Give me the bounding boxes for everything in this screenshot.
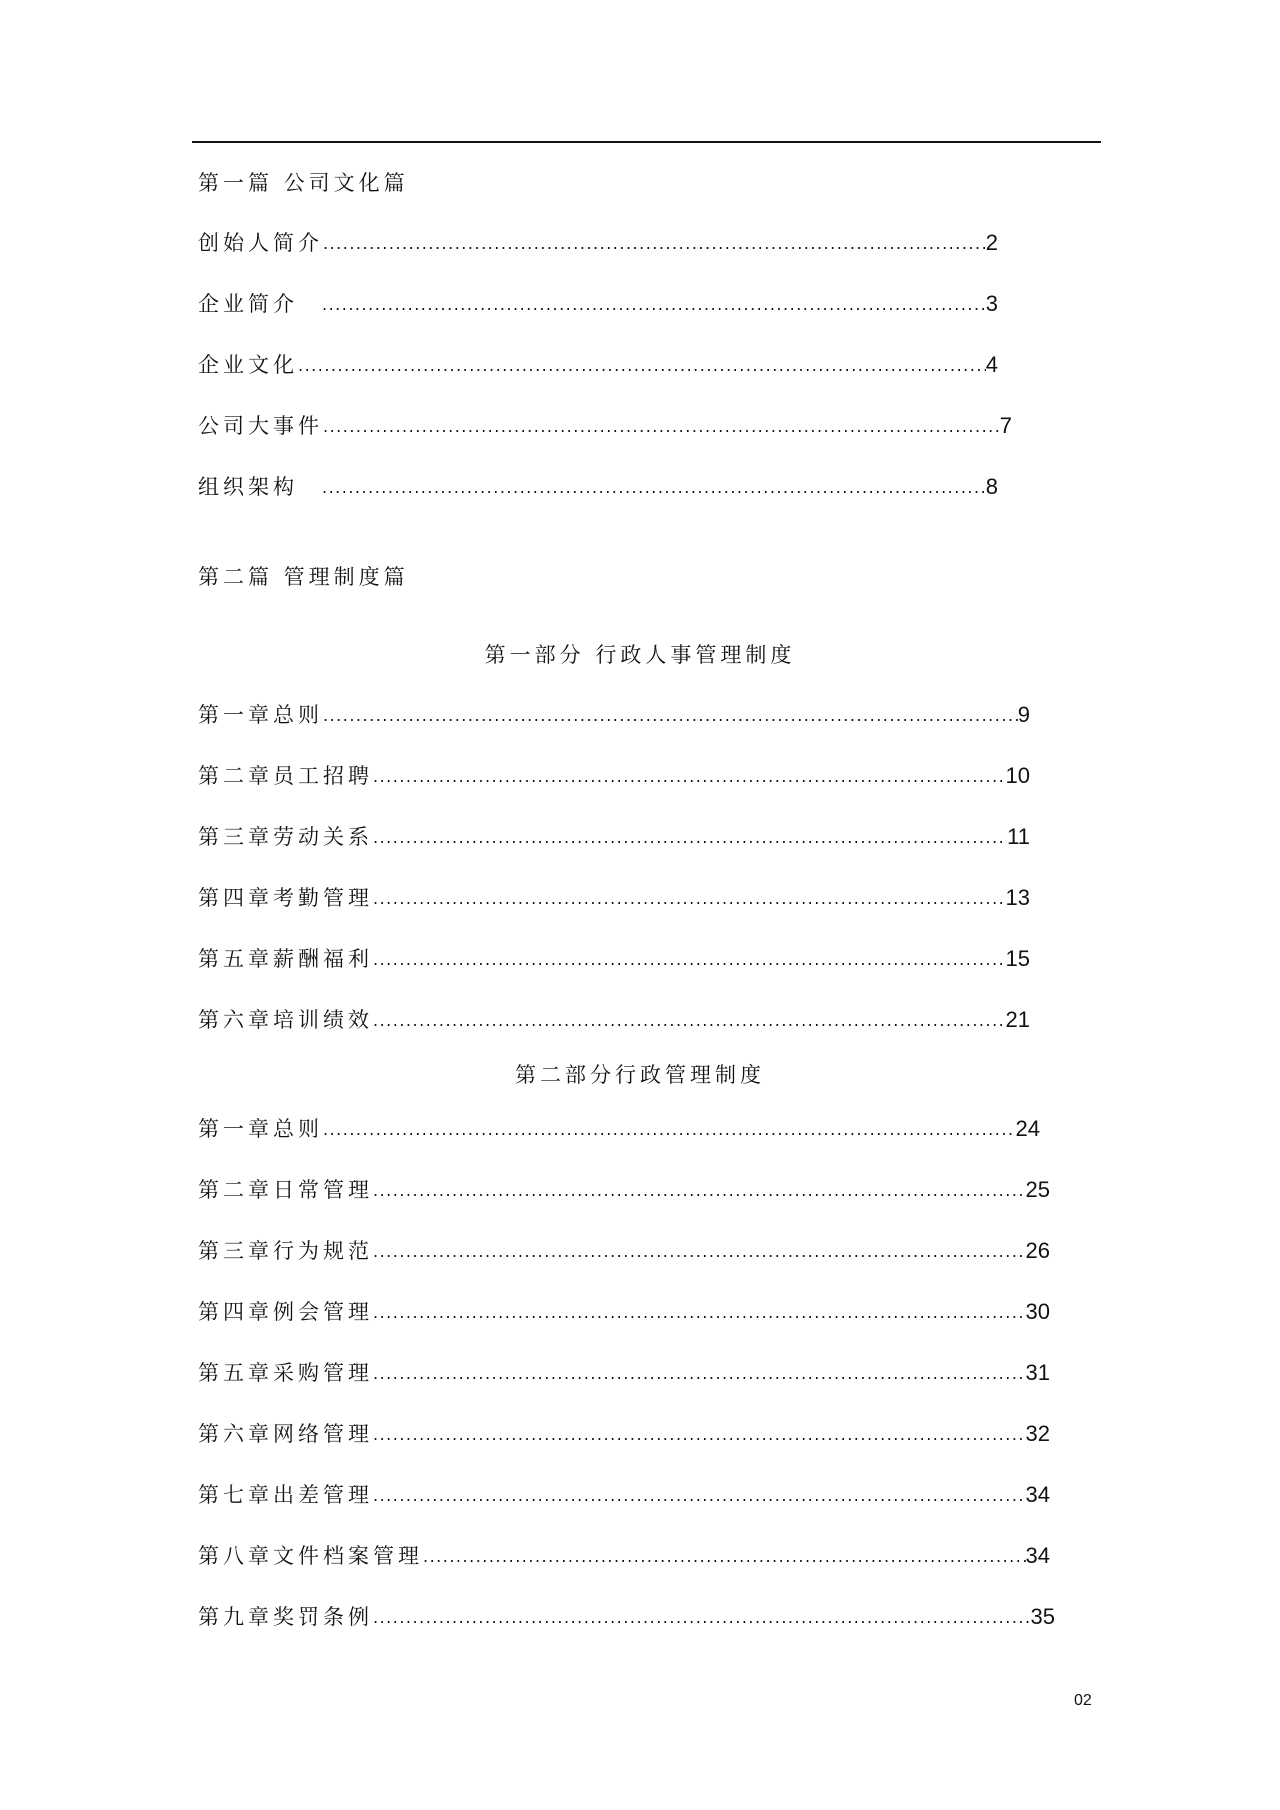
toc-entry-label: 第二章员工招聘: [198, 764, 373, 788]
toc-entry-label: 第七章出差管理: [198, 1483, 373, 1507]
toc-entry[interactable]: [198, 350, 998, 380]
toc-entry[interactable]: [198, 1419, 1050, 1449]
toc-entry-page: 30: [1025, 1299, 1050, 1324]
toc-entry-label: 第九章奖罚条例: [198, 1605, 373, 1629]
toc-leader-dots: [323, 233, 986, 258]
toc-entry[interactable]: [198, 1480, 1050, 1510]
toc-leader-dots: [322, 294, 986, 319]
toc-entry-page: 8: [985, 474, 998, 499]
toc-entry-label: 企业简介: [198, 292, 298, 316]
toc-leader-dots: [373, 1607, 1031, 1632]
toc-leader-dots: [323, 416, 1000, 441]
toc-entry[interactable]: [198, 883, 1030, 913]
toc-entry[interactable]: [198, 228, 998, 258]
part-two-title: 第二篇 管理制度篇: [198, 565, 409, 589]
toc-entry[interactable]: [198, 761, 1030, 791]
toc-leader-dots: [373, 888, 1006, 913]
toc-entry-page: 25: [1025, 1177, 1050, 1202]
toc-entry-label: 第八章文件档案管理: [198, 1544, 423, 1568]
toc-entry-page: 32: [1025, 1421, 1050, 1446]
toc-entry[interactable]: [198, 1297, 1050, 1327]
toc-entry-label: 第三章行为规范: [198, 1239, 373, 1263]
toc-leader-dots: [373, 1180, 1026, 1205]
toc-entry-label: 第六章培训绩效: [198, 1008, 373, 1032]
toc-entry-page: 7: [999, 413, 1012, 438]
header-rule: [192, 141, 1101, 143]
toc-entry[interactable]: [198, 289, 998, 319]
toc-entry-label: 创始人简介: [198, 231, 323, 255]
page-number: 02: [1074, 1692, 1092, 1709]
toc-entry-label: 组织架构: [198, 475, 298, 499]
toc-entry-page: 11: [1007, 824, 1030, 849]
toc-leader-dots: [373, 949, 1006, 974]
toc-leader-dots: [373, 1485, 1026, 1510]
toc-leader-dots: [323, 705, 1018, 730]
toc-entry-page: 31: [1025, 1360, 1050, 1385]
toc-entry-label: 第二章日常管理: [198, 1178, 373, 1202]
toc-entry[interactable]: [198, 1005, 1030, 1035]
toc-entry-page: 21: [1005, 1007, 1030, 1032]
toc-entry-page: 2: [985, 230, 998, 255]
toc-entry-page: 35: [1030, 1604, 1055, 1629]
toc-leader-dots: [373, 1363, 1026, 1388]
toc-entry[interactable]: [198, 411, 1012, 441]
toc-leader-dots: [322, 477, 986, 502]
toc-leader-dots: [373, 766, 1006, 791]
toc-entry-label: 第一章总则: [198, 703, 323, 727]
toc-entry-page: 15: [1005, 946, 1030, 971]
toc-entry-label: 第四章例会管理: [198, 1300, 373, 1324]
toc-leader-dots: [373, 827, 1007, 852]
toc-entry-page: 4: [985, 352, 998, 377]
toc-leader-dots: [373, 1424, 1026, 1449]
toc-entry[interactable]: [198, 1175, 1050, 1205]
toc-leader-dots: [298, 355, 986, 380]
toc-entry-page: 24: [1015, 1116, 1040, 1141]
toc-entry[interactable]: [198, 1358, 1050, 1388]
toc-entry-page: 10: [1005, 763, 1030, 788]
toc-entry-label: 第五章采购管理: [198, 1361, 373, 1385]
toc-entry-page: 34: [1025, 1543, 1050, 1568]
toc-entry-label: 第一章总则: [198, 1117, 323, 1141]
toc-entry-page: 9: [1017, 702, 1030, 727]
toc-leader-dots: [423, 1546, 1026, 1571]
toc-entry-label: 第五章薪酬福利: [198, 947, 373, 971]
toc-entry-page: 34: [1025, 1482, 1050, 1507]
toc-entry[interactable]: [198, 822, 1030, 852]
toc-leader-dots: [373, 1241, 1026, 1266]
section-one-title: 第一部分 行政人事管理制度: [484, 643, 796, 667]
toc-entry-page: 26: [1025, 1238, 1050, 1263]
section-two-title: 第二部分行政管理制度: [515, 1063, 765, 1087]
toc-leader-dots: [323, 1119, 1016, 1144]
toc-entry-page: 13: [1005, 885, 1030, 910]
toc-entry[interactable]: [198, 944, 1030, 974]
toc-entry[interactable]: [198, 700, 1030, 730]
toc-entry[interactable]: [198, 1114, 1040, 1144]
toc-entry-page: 3: [985, 291, 998, 316]
toc-entry[interactable]: [198, 1602, 1055, 1632]
toc-entry-label: 公司大事件: [198, 414, 323, 438]
toc-entry[interactable]: [198, 1236, 1050, 1266]
toc-entry-label: 第四章考勤管理: [198, 886, 373, 910]
toc-leader-dots: [373, 1010, 1006, 1035]
part-one-title: 第一篇 公司文化篇: [198, 171, 409, 195]
toc-entry-label: 第三章劳动关系: [198, 825, 373, 849]
toc-entry[interactable]: [198, 472, 998, 502]
toc-leader-dots: [373, 1302, 1026, 1327]
toc-entry-label: 企业文化: [198, 353, 298, 377]
toc-entry[interactable]: [198, 1541, 1050, 1571]
toc-entry-label: 第六章网络管理: [198, 1422, 373, 1446]
